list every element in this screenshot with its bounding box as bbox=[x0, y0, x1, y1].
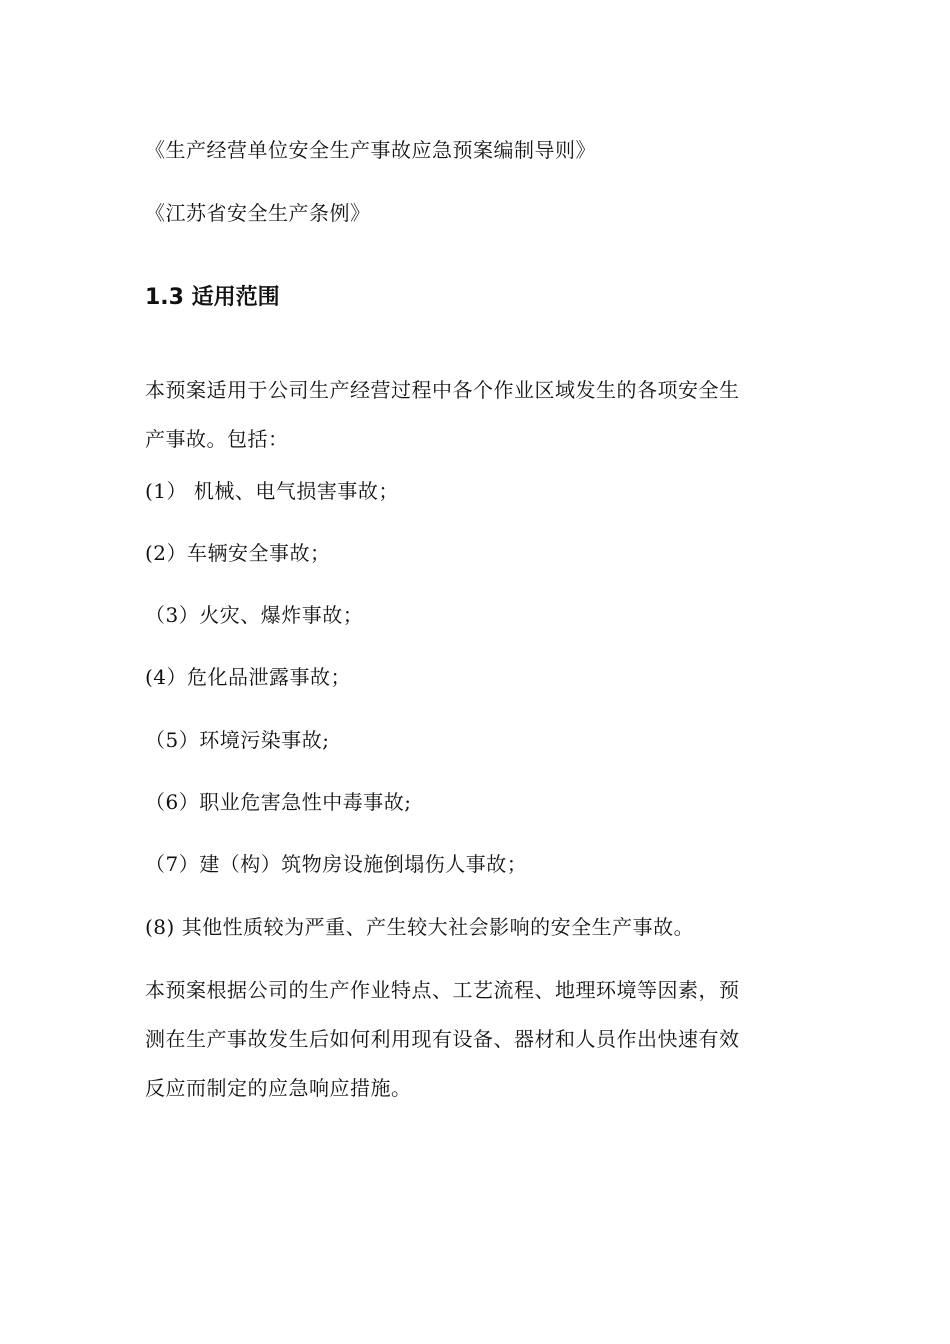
closing-line: 反应而制定的应急响应措施。 bbox=[145, 1076, 412, 1100]
list-item: （6）职业危害急性中毒事故; bbox=[145, 790, 412, 814]
list-item: (2）车辆安全事故； bbox=[145, 541, 331, 565]
list-item: (4）危化品泄露事故； bbox=[145, 665, 352, 689]
list-item: （5）环境污染事故; bbox=[145, 728, 330, 752]
reference-guideline: 《生产经营单位安全生产事故应急预案编制导则》 bbox=[145, 138, 596, 162]
section-heading: 1.3 适用范围 bbox=[145, 285, 280, 310]
reference-regulation: 《江苏省安全生产条例》 bbox=[145, 201, 371, 225]
list-item: （7）建（构）筑物房设施倒塌伤人事故； bbox=[145, 852, 528, 876]
closing-line: 本预案根据公司的生产作业特点、工艺流程、地理环境等因素，预 bbox=[145, 978, 740, 1002]
list-item: (1） 机械、电气损害事故； bbox=[145, 479, 399, 503]
list-item: （3）火灾、爆炸事故； bbox=[145, 603, 364, 627]
intro-line: 产事故。包括： bbox=[145, 427, 289, 451]
closing-line: 测在生产事故发生后如何利用现有设备、器材和人员作出快速有效 bbox=[145, 1027, 740, 1051]
intro-line: 本预案适用于公司生产经营过程中各个作业区域发生的各项安全生 bbox=[145, 378, 740, 402]
list-item: (8) 其他性质较为严重、产生较大社会影响的安全生产事故。 bbox=[145, 915, 695, 939]
